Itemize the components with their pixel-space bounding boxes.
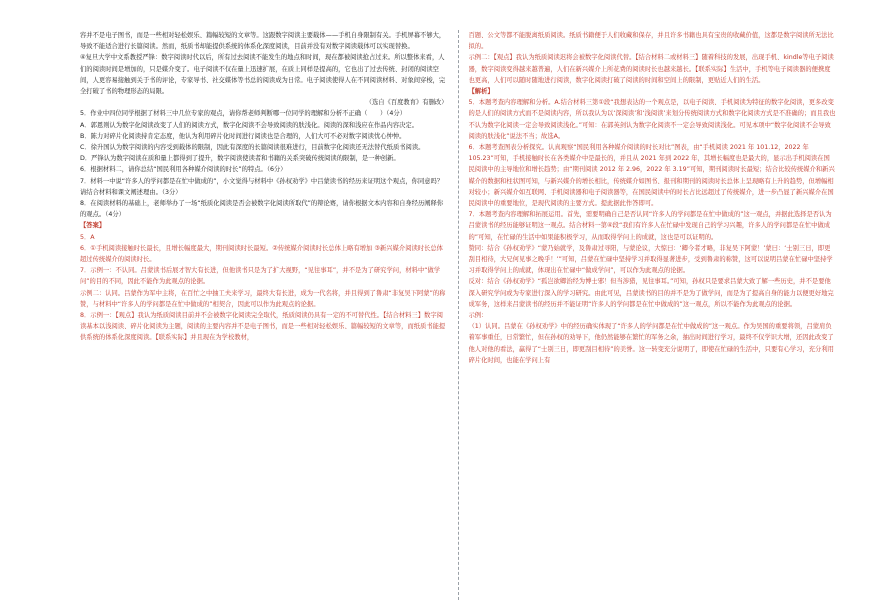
paragraph: 【答案】 (80, 222, 106, 230)
paragraph: 赞同：结合《孙权劝学》“蒙乃始就学，及鲁肃过寻阳，与蒙论议，大惊曰：‘卿今者才略，非复吴下阿蒙！’蒙曰：‘士别三日，即更刮目相待，大兄何见事之晚乎！’”可知，吕蒙在忙碌中坚持学习并取得显著进步，受到鲁肃的称赞，这可以说明吕蒙在忙碌中坚持学习并取得学问上的成就，体现出在忙碌中“做成学问”，可以作为此观点的论据。 (468, 244, 833, 275)
column-divider (458, 30, 459, 600)
paragraph: 百题、公文等都不能脱离纸质阅读。纸质书籍便于人们收藏和保存，并且许多书籍也具有宝贵的收藏价值，这都是数字阅读所无法比拟的。 (468, 32, 834, 51)
paragraph: 7．材料一中说“许多人的学问都是在忙中做成的”，小文觉得与材料中《孙权劝学》中吕蒙读书的经历来证明这个观点，你同意吗？请结合材料和课文阐述理由。（3分） (80, 177, 444, 196)
paragraph: 示例： (468, 312, 488, 320)
paragraph: 8．示例一：【观点】我认为纸质阅读目前并不会被数字化阅读完全取代，纸质阅读仍具有一定的不可替代性。【结合材料三】数字阅读基本以浅阅读、碎片化阅读为主题，阅读的主要内容并不是电子图书，而是一些相对轻松娱乐、篇幅较短的文章等，而纸质书能提供系统的体系化深度阅读。【联系实际】并且现在为学校教材， (80, 312, 446, 342)
paragraph: 7．示例一：不认同。吕蒙读书后展才智大有长进，但他读书只是为了扩大视野，“见往事耳”，并不是为了研究学问，材料中“做学问”的目的不同，因此不能作为此观点的论据。 (80, 267, 441, 286)
paragraph: 6．根据材料二，请你总结“国民利用各种媒介阅读的时长”的特点。（6分） (80, 166, 287, 174)
paragraph: 【解析】 (468, 88, 494, 96)
paragraph: 5．本题考查内容理解和分析。A.结合材料三第①段“我想表达的一个观点是，以电子阅读、手机阅读为特征的数字化阅读，更多改变的是人们的阅读方式而不是阅读内容，所以我认为以‘深阅读’和‘浅阅读’来划分传统阅读方式和数字化阅读方式是不准确的；而且我也不认为数字化阅读一定会导致阅读浅化。”可知：在郭英剑认为数字化阅读不一定会导致阅读浅化。可见本项中“数字化阅读不会导致阅读的肤浅化”说法不当；故选A。 (468, 99, 836, 140)
paragraph: ④复旦大学中文系教授严锋：数字阅读时代以后，所有过去阅读不能发生的地点和时间，现在都被阅读抢占过来。所以整体来看，人们的阅读时间是增加的，只是媒介变了。电子阅读不仅在量上迅速扩展，在质上同样是提高的，它也出了过去传统、封闭的阅读空间，人更容易接触到关于书的评论，专家导书、社交媒体等书总的阅读成为日常。电子阅读使得人在不同阅读材料、对象间穿梭，完全打破了书的物理形态的局限。 (80, 54, 446, 96)
paragraph: C．徐升国认为数字阅读的内容受到载体的限制，因此有深度的长篇阅读很难进行，目前数字化阅读还无法替代纸质书阅读。 (80, 144, 425, 152)
paragraph: 反对：结合《孙权劝学》“孤岂欲卿治经为博士邪！但当涉猎，见往事耳。”可知，孙权只是要求吕蒙大致了解一些历史，并不是要他深入研究学问或为专家进行深入的学习研究。由此可见，吕蒙读书的目的并不是为了做学问，而是为了提高自身的能力以便更好地完成军务，这样来吕蒙读书的经历并不能证明“许多人的学问都是在忙中做成的”这一观点，所以不能作为此观点的论据。 (468, 278, 834, 308)
paragraph: 5．A (80, 233, 95, 241)
left-column (80, 30, 448, 597)
right-column (469, 30, 837, 597)
paragraph: B．陈力对碎片化阅读持肯定态度，他认为利用碎片化时间进行阅读也是合理的，人们大可不必对数字阅读忧心忡忡。 (80, 132, 406, 140)
paragraph: （1）认同。吕蒙在《孙权劝学》中的经历确实体现了“许多人的学问都是在忙中做成的”这一观点。作为吴国的重要将领，吕蒙肩负着军事重任，日常繁忙，但在孙权的劝导下，他仍然能够在繁忙的军务之余，抽出时间进行学习，最终不仅学识大增，还因此改变了他人对他的看法，赢得了“士别三日，即更刮目相待”的美誉。这一转变充分说明了，即使在忙碌的生活中，只要有心学习，充分利用碎片化时间，也能在学问上有 (468, 323, 834, 364)
paragraph: 容并不是电子图书，而是一些相对轻松娱乐、篇幅较短的文章等。这跟数字阅读主要载体——手机自身限制有关。手机屏幕不够大，导致不能适合进行长篇阅读。然而，纸质书却能提供系统的体系化深度阅读，目前并没有对数字阅读载体可以实现替换。 (80, 32, 446, 51)
paragraph: 5．作业中四位同学根据了材料三中几位专家的观点，请你帮老师判断哪一位同学的理解和分析不正确（ ）（4分） (80, 110, 407, 118)
paragraph: 示例二：【观点】我认为纸质阅读迟将会被数字化阅读代替。【结合材料二或材料三】随着科技的发展，出现手机、kindle等电子阅读器，数字阅读变得越来越普遍，人们在新兴媒介上所花费的阅读时长也越来越长。【联系实际】生活中，手机等电子阅读器的便携度也更高，人们可以随时随地进行阅读，数字化阅读打破了阅读的时间和空间上的限制，更贴近人们的生活。 (468, 54, 834, 84)
paragraph: D．严锋认为数字阅读在质和量上都得到了提升，数字阅读使读者和书籍的关系突破传统阅读的限制，是一种创新。 (80, 155, 400, 163)
paragraph: 8．在阅读材料的基础上，老师举办了一场“纸质化阅读是否会被数字化阅读所取代”的辩论赛，请你根据文本内容和自身经历阐释你的观点。（4分） (80, 200, 444, 219)
paragraph: 6．本题考查图表分析探究。认真观察“国民利用各种媒介阅读的时长对比”图表，由“手机阅读 2021 年 101.12，2022 年 105.23”可知，手机接触时长在各类媒介中是最长的，并且从 2021 年到 2022 年，其增长幅度也是最大的，显示出手机阅读在国民阅读中的主导地位和增长趋势；由“期刊阅读 2012 年 2.96，2022 年 3.19”可知，期刊阅读时长最短；结合比较传统媒介和新兴媒介的数据和柱状图可知，与新兴媒介的增长相比，传统媒介如图书、报刊和期刊的阅读时长总体上呈现略有上升的趋势，但增幅相对较小；新兴媒介如互联网、手机阅读器和电子阅读器等，在国民阅读中的时长占比远超过了传统媒介，进一步凸显了新兴媒介在国民阅读中的重要地位，是现代阅读的主要方式。提此据此作答即可。 (468, 144, 835, 208)
paragraph: 7．本题考查内容理解和拓展运用。首先，需要明确自己是否认同“许多人的学问都是在忙中做成的”这一观点，并据此选择是否认为吕蒙读书的经历能够证明这一观点。结合材料一第④段“我们有许多人在忙碌中发现自己的学习兴趣，许多人的学问都是在忙中做成的”可知，在忙碌的生活中如果能积极学习，从而取得学问上的成就，这也是可以证明的。 (468, 211, 832, 241)
paragraph: 6．①手机阅读接触时长最长，且增长幅度最大，期刊阅读时长最短。②传统媒介阅读时长总体上略有增加 ③新兴媒介阅读时长总体超过传统媒介的阅读时长。 (80, 244, 443, 264)
paragraph: A．郭恩则认为数字化阅读改变了人们的阅读方式，数字化阅读不会导致阅读的肤浅化。阅读的深和浅应在作品内容决定。 (80, 121, 419, 129)
paragraph: 示例二：认同。吕蒙作为军中主将，在百忙之中抽工夫来学习，最终大有长进，成为一代名将，并且得到了鲁肃“非复吴下阿蒙”的称赞，与材料中“许多人的学问都是在忙中做成的”相契合，因此可以作为此观点的论据。 (80, 289, 446, 308)
paragraph: （选自《百度教育》有删改） (365, 99, 448, 107)
